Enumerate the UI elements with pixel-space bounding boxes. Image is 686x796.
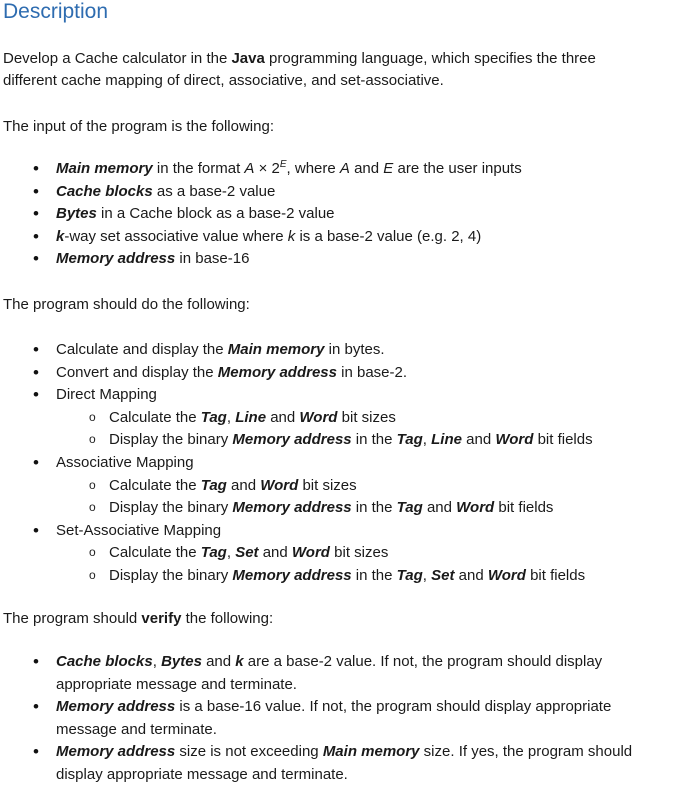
verify-list	[3, 651, 683, 787]
input-heading: The input of the program is the following:	[3, 118, 274, 135]
list-item: • Calculate and display the Main memory in bytes.	[3, 339, 683, 362]
list-item: • Main memory in the format $A \times 2^E$, where A and E are the user inputs	[3, 158, 683, 181]
sub-list-item: o Display the binary Memory address in the Tag and Word bit fields	[3, 497, 683, 520]
sub-list-item: o Display the binary Memory address in the Tag, Set and Word bit fields	[3, 565, 683, 588]
list-item-associative-mapping: • Associative Mapping	[3, 452, 683, 475]
list-item: • k-way set associative value where k is a base-2 value (e.g. 2, 4)	[3, 226, 683, 249]
verify-heading: The program should verify the following:	[3, 610, 274, 627]
sub-list-item: o Calculate the Tag, Set and Word bit sizes	[3, 542, 683, 565]
task-list	[3, 339, 683, 588]
list-item: • Bytes in a Cache block as a base-2 value	[3, 203, 683, 226]
do-heading: The program should do the following:	[3, 296, 250, 313]
sub-list-item: o Calculate the Tag and Word bit sizes	[3, 475, 683, 498]
intro-paragraph: Develop a Cache calculator in the Java programming language, which specifies the three different cache mapping of direct, associative, and set-associative.	[3, 50, 596, 89]
list-item-set-associative-mapping: • Set-Associative Mapping	[3, 520, 683, 543]
list-item: • Convert and display the Memory address in base-2.	[3, 362, 683, 385]
list-item: • Memory address is a base-16 value. If not, the program should display appropriate message and terminate.	[3, 696, 671, 741]
list-item: • Memory address size is not exceeding Main memory size. If yes, the program should display appropriate message and terminate.	[3, 741, 681, 786]
sub-list-item: o Display the binary Memory address in the Tag, Line and Word bit fields	[3, 429, 683, 452]
list-item: • Cache blocks, Bytes and k are a base-2 value. If not, the program should display appropriate message and terminate.	[3, 651, 646, 696]
page-title: Description	[3, 0, 109, 23]
sub-list-item: o Calculate the Tag, Line and Word bit sizes	[3, 407, 683, 430]
input-list	[3, 158, 683, 271]
list-item-direct-mapping: • Direct Mapping	[3, 384, 683, 407]
list-item: • Cache blocks as a base-2 value	[3, 181, 683, 204]
list-item: • Memory address in base-16	[3, 248, 683, 271]
